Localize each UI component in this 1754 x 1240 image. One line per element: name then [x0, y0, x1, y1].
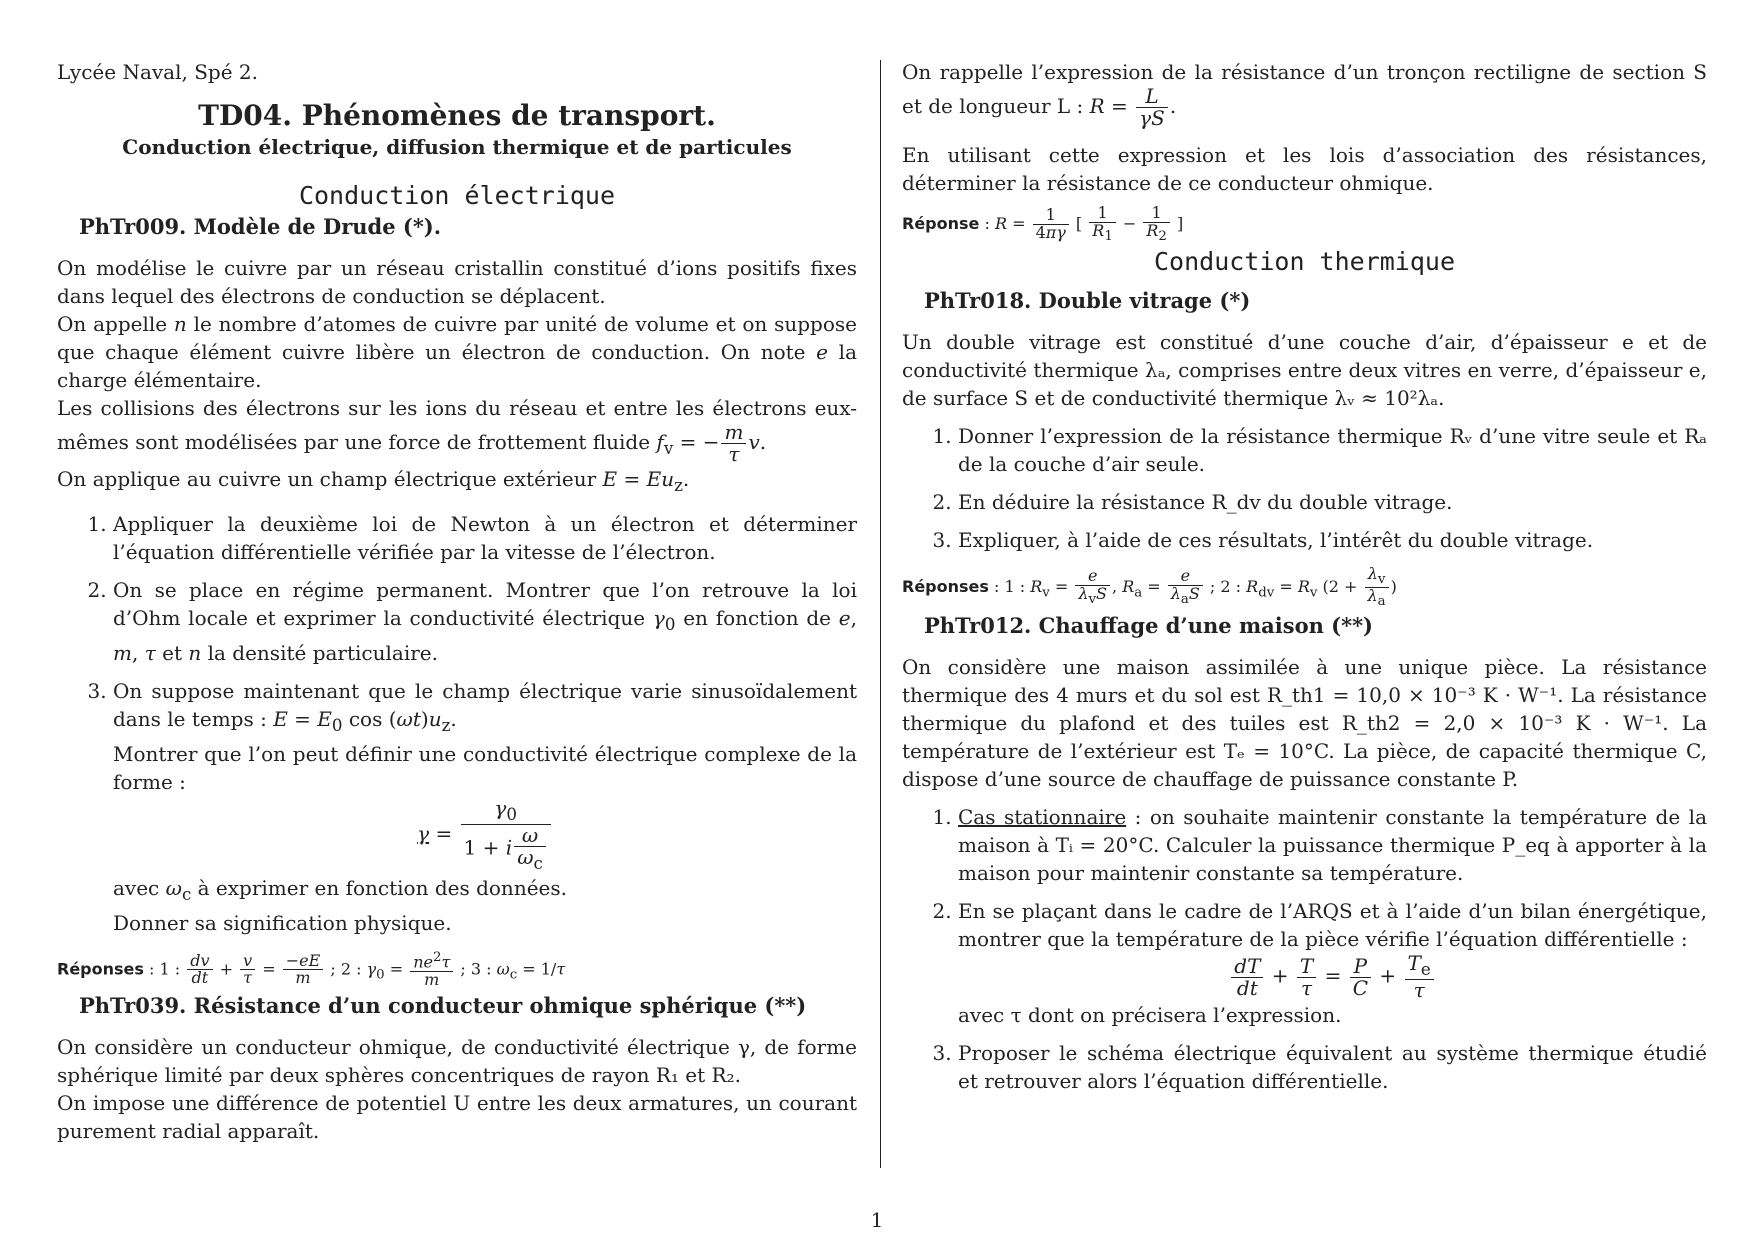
- ex3-question-3: 3. Expliquer, à l’aide de ces résultats, l’intérêt du double vitrage.: [958, 526, 1707, 554]
- ex2-paragraph-1: On considère un conducteur ohmique, de conductivité électrique γ, de forme sphérique limité par deux sphères concentriques de rayon R₁ et R₂.: [57, 1034, 857, 1087]
- ex4-paragraph-1: On considère une maison assimilée à une unique pièce. La résistance thermique des 4 murs et du sol est R_th1 = 10,0 × 10⁻³ K · W⁻¹. La résistance thermique du plafond et des tuiles est R_th2 = 2,0 × 10⁻³ K · W⁻¹. La température de l’extérieur est Tₑ = 10°C. La pièce, de capacité thermique C, dispose d’une source de chauffage de puissance constante P.: [902, 655, 1707, 792]
- exercise-title-phtr009: PhTr009. Modèle de Drude (*).: [79, 214, 442, 239]
- left-column: [57, 58, 857, 1145]
- ex2-paragraph-3: On rappelle l’expression de la résistance d’un tronçon rectiligne de section S et de longueur L : R = $\frac{L}{\gamma S}$ .: [902, 60, 1707, 130]
- section-conduction-thermique: Conduction thermique: [1153, 246, 1456, 276]
- exercise-title-phtr039: PhTr039. Résistance d’un conducteur ohmique sphérique (**): [79, 992, 807, 1018]
- exercise-title-phtr012: PhTr012. Chauffage d’une maison (**): [924, 613, 1373, 639]
- ex1-question-3: 3. On suppose maintenant que le champ électrique varie sinusoïdalement dans le temps : $E = E_0$ $\cos (\omega t)u_z$. Montrer que l’on peut définir une conductivité électrique complexe de la forme : γ = $\gamma_0$ 1 + i $\frac{\omega}{\omega_c}$ avec $\omega_c$ à exprimer en fonction des données. Donner sa signification physique.: [113, 677, 857, 937]
- complex-conductivity-formula: γ = $\gamma_0$ 1 + i $\frac{\omega}{\omega_c}$: [113, 798, 857, 872]
- ex1-paragraph-3: Les collisions des électrons sur les ions du réseau et entre les électrons eux-mêmes sont modélisées par une force de frottement fluide $f_v$ = − $\frac{m}{\tau}$ v.: [57, 396, 857, 466]
- ex1-answers: Réponses : 1 : $\frac{dv}{dt}$ + $\frac{v}{\tau}$ = $\frac{-eE}{m}$ ; 2 : $\gamma_0$ = $\frac{ne^2\tau}{m}$ ; 3 : $\omega_c = 1/\tau$: [57, 950, 566, 990]
- header: Lycée Naval, Spé 2.: [57, 60, 258, 84]
- ex3-answers: Réponses : 1 : $R_v$ = $\frac{e}{\lambda_vS}$ , $R_a$ = $\frac{e}{\lambda_aS}$ ; 2 : $R_{dv} = R_v$ (2 + $\frac{\lambda_v}{\lambda_a}$ ): [902, 563, 1397, 610]
- page-number: 1: [870, 1208, 884, 1232]
- document-title: TD04. Phénomènes de transport.: [198, 99, 716, 132]
- ex3-question-1: 1. Donner l’expression de la résistance thermique Rᵥ d’une vitre seule et Rₐ de la couche d’air seule.: [958, 422, 1707, 478]
- ex1-question-1: 1. Appliquer la deuxième loi de Newton à un électron et déterminer l’équation différentielle vérifiée par la vitesse de l’électron.: [113, 510, 857, 566]
- right-column: [902, 58, 1707, 1105]
- ex4-question-3: 3. Proposer le schéma électrique équivalent au système thermique étudié et retrouver alors l’équation différentielle.: [958, 1039, 1707, 1095]
- ex1-question-list: [57, 510, 857, 937]
- ex1-paragraph-2: On appelle n le nombre d’atomes de cuivre par unité de volume et on suppose que chaque élément cuivre libère un électron de conduction. On note e la charge élémentaire.: [57, 312, 858, 392]
- ex1-paragraph-1: On modélise le cuivre par un réseau cristallin constitué d’ions positifs fixes dans lequel des électrons de conduction se déplacent.: [57, 256, 857, 308]
- ex1-paragraph-4: On applique au cuivre un champ électrique extérieur $E = Eu_z$.: [57, 467, 690, 495]
- ex4-question-2: 2. En se plaçant dans le cadre de l’ARQS et à l’aide d’un bilan énergétique, montrer que la température de la pièce vérifie l’équation différentielle : $\frac{dT}{dt}$ + $\frac{T}{\tau}$ = $\frac{P}{C}$ + $\frac{T_e}{\tau}$ avec τ dont on précisera l’expression.: [958, 897, 1707, 1029]
- ex4-question-list: [902, 803, 1707, 1095]
- ex2-paragraph-4: En utilisant cette expression et les lois d’association des résistances, déterminer la résistance de ce conducteur ohmique.: [902, 143, 1707, 195]
- ex4-question-1: 1. Cas stationnaire : on souhaite maintenir constante la température de la maison à Tᵢ = 20°C. Calculer la puissance thermique P_eq à apporter à la maison pour maintenir constante sa température.: [958, 803, 1707, 887]
- ex2-answer: Réponse : R = $\frac{1}{4\pi\gamma}$ [ $\frac{1}{R_1}$ − $\frac{1}{R_2}$ ]: [902, 203, 1184, 244]
- ex2-paragraph-2: On impose une différence de potentiel U entre les deux armatures, un courant purement radial apparaît.: [57, 1090, 857, 1143]
- ex1-question-2: 2. On se place en régime permanent. Montrer que l’on retrouve la loi d’Ohm locale et exprimer la conductivité électrique $\gamma_0$ en fonction de e, m, τ et n la densité particulaire.: [113, 576, 857, 667]
- column-divider: [880, 60, 881, 1168]
- exercise-title-phtr018: PhTr018. Double vitrage (*): [924, 287, 1251, 313]
- ex3-question-list: [902, 422, 1707, 554]
- section-conduction-electrique: Conduction électrique: [298, 181, 616, 210]
- document-subtitle: Conduction électrique, diffusion thermique et de particules: [122, 135, 792, 159]
- heat-differential-equation: $\frac{dT}{dt}$ + $\frac{T}{\tau}$ = $\frac{P}{C}$ + $\frac{T_e}{\tau}$: [958, 953, 1707, 1001]
- ex3-question-2: 2. En déduire la résistance R_dv du double vitrage.: [958, 488, 1707, 516]
- ex3-paragraph-1: Un double vitrage est constitué d’une couche d’air, d’épaisseur e et de conductivité thermique λₐ, comprises entre deux vitres en verre, d’épaisseur e, de surface S et de conductivité thermique λᵥ ≈ 10²λₐ.: [902, 329, 1707, 410]
